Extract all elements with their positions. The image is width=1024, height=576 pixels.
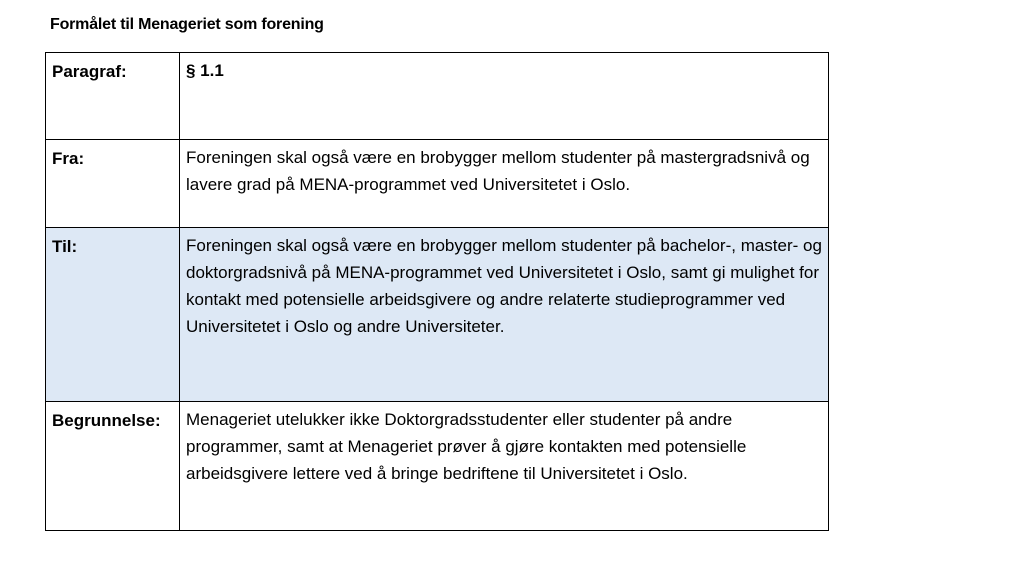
amendment-table	[45, 52, 829, 531]
row-label-begrunnelse: Begrunnelse:	[46, 402, 180, 531]
table-row-begrunnelse	[46, 402, 829, 531]
row-value-begrunnelse: Menageriet utelukker ikke Doktorgradsstudenter eller studenter på andre programmer, samt at Menageriet prøver å gjøre kontakten med potensielle arbeidsgivere lettere ved å bringe bedriftene til Universitetet i Oslo.	[180, 402, 829, 531]
table-row-fra	[46, 140, 829, 228]
row-label-til: Til:	[46, 228, 180, 402]
row-label-fra: Fra:	[46, 140, 180, 228]
row-label-paragraf: Paragraf:	[46, 53, 180, 140]
row-value-til: Foreningen skal også være en brobygger mellom studenter på bachelor-, master- og doktorgradsnivå på MENA-programmet ved Universitetet i Oslo, samt gi mulighet for kontakt med potensielle arbeidsgivere og andre relaterte studieprogrammer ved Universitetet i Oslo og andre Universiteter.	[180, 228, 829, 402]
row-value-fra: Foreningen skal også være en brobygger mellom studenter på mastergradsnivå og lavere grad på MENA-programmet ved Universitetet i Oslo.	[180, 140, 829, 228]
row-value-paragraf: § 1.1	[180, 53, 829, 140]
table-row-paragraf	[46, 53, 829, 140]
table-row-til	[46, 228, 829, 402]
page-title: Formålet til Menageriet som forening	[50, 16, 324, 33]
